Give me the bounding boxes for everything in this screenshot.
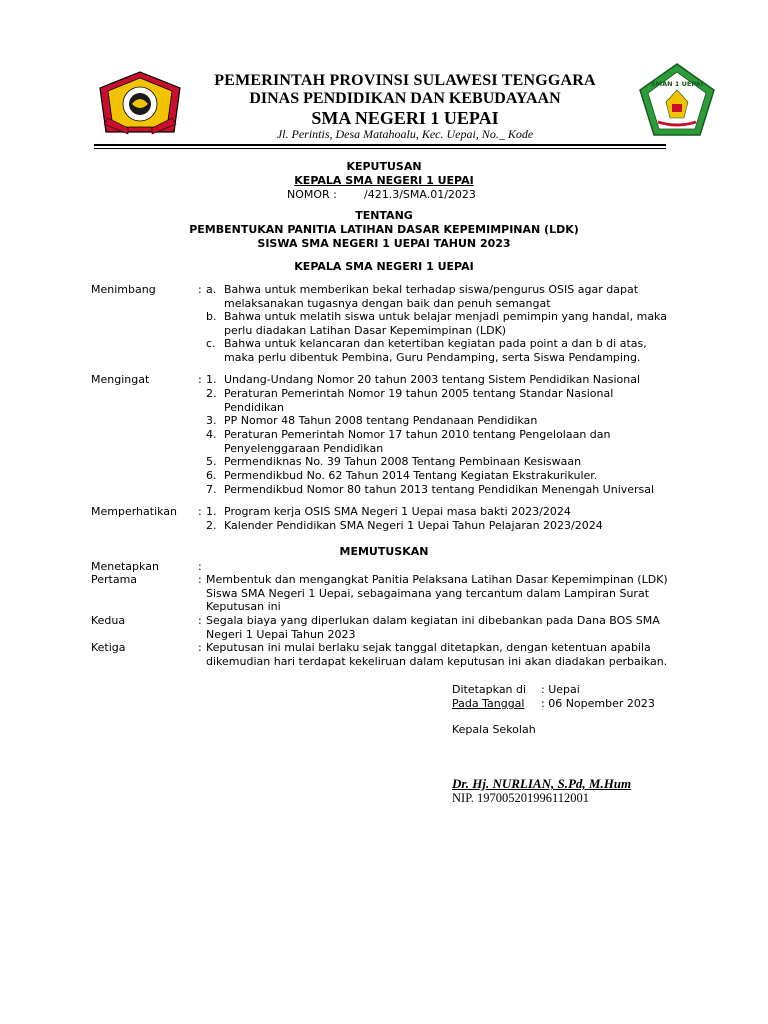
mengingat-label: Mengingat: [91, 373, 150, 386]
kedua-label: Kedua: [91, 614, 126, 627]
letterhead-line-1: PEMERINTAH PROVINSI SULAWESI TENGGARA: [214, 72, 596, 89]
menetapkan-colon: :: [198, 560, 202, 573]
nomor-label: NOMOR :: [287, 188, 337, 201]
ditetapkan-value: : Uepai: [541, 683, 580, 696]
heading-keputusan: KEPUTUSAN: [346, 160, 422, 173]
memperhatikan-marker: 2.: [206, 519, 217, 532]
menetapkan-label: Menetapkan: [91, 560, 159, 573]
heading-title-1: PEMBENTUKAN PANITIA LATIHAN DASAR KEPEMIMPINAN (LDK): [189, 223, 579, 236]
letterhead: [180, 72, 630, 128]
ketiga-text: Keputusan ini mulai berlaku sejak tanggal ditetapkan, dengan ketentuan apabila dikemudian hari terdapat kekeliruan dalam keputusan ini akan diadakan perbaikan.: [206, 641, 668, 668]
nomor-value: /421.3/SMA.01/2023: [364, 188, 476, 201]
memperhatikan-label: Memperhatikan: [91, 505, 178, 518]
letterhead-rule-thin: [94, 148, 666, 149]
mengingat-item: Permendikbud Nomor 80 tahun 2013 tentang Pendidikan Menengah Universal: [224, 483, 655, 496]
memperhatikan-item: Program kerja OSIS SMA Negeri 1 Uepai masa bakti 2023/2024: [224, 505, 571, 518]
mengingat-marker: 1.: [206, 373, 217, 386]
mengingat-item: Peraturan Pemerintah Nomor 19 tahun 2005 tentang Standar Nasional Pendidikan: [224, 387, 614, 414]
mengingat-item: PP Nomor 48 Tahun 2008 tentang Pendanaan Pendidikan: [224, 414, 538, 427]
ketiga-label: Ketiga: [91, 641, 126, 654]
letterhead-line-3: SMA NEGERI 1 UEPAI: [311, 108, 499, 128]
mengingat-item: Undang-Undang Nomor 20 tahun 2003 tentang Sistem Pendidikan Nasional: [224, 373, 641, 386]
heading-tentang: TENTANG: [355, 209, 413, 222]
pertama-text: Membentuk dan mengangkat Panitia Pelaksana Latihan Dasar Kepemimpinan (LDK) Siswa SMA Negeri 1 Uepai, sebagaimana yang tercantum dalam Lampiran Surat Keputusan ini: [206, 573, 668, 613]
memperhatikan-item: Kalender Pendidikan SMA Negeri 1 Uepai Tahun Pelajaran 2023/2024: [224, 519, 603, 532]
signatory-name: Dr. Hj. NURLIAN, S.Pd, M.Hum: [452, 776, 632, 791]
mengingat-marker: 3.: [206, 414, 217, 427]
ditetapkan-label: Ditetapkan di: [452, 683, 527, 696]
kedua-colon: :: [198, 614, 202, 627]
mengingat-marker: 6.: [206, 469, 217, 482]
menimbang-item: Bahwa untuk melatih siswa untuk belajar menjadi pemimpin yang handal, maka perlu diadakan Latihan Dasar Kepemimpinan (LDK): [224, 310, 667, 337]
pertama-colon: :: [198, 573, 202, 586]
school-logo-text: SMAN 1 UEPAI: [650, 80, 704, 88]
menimbang-marker: c.: [206, 337, 216, 350]
mengingat-item: Permendiknas No. 39 Tahun 2008 Tentang Pembinaan Kesiswaan: [224, 455, 582, 468]
mengingat-item: Permendikbud No. 62 Tahun 2014 Tentang Kegiatan Ekstrakurikuler.: [224, 469, 598, 482]
school-logo-icon: [638, 62, 716, 138]
menimbang-marker: b.: [206, 310, 217, 323]
letterhead-address: Jl. Perintis, Desa Matahoalu, Kec. Uepai, No._ Kode: [276, 127, 534, 141]
mengingat-marker: 4.: [206, 428, 217, 441]
menimbang-label: Menimbang: [91, 283, 156, 296]
menimbang-item: Bahwa untuk kelancaran dan ketertiban kegiatan pada point a dan b di atas, maka perlu dibentuk Pembina, Guru Pendamping, serta Siswa Pendamping.: [224, 337, 647, 364]
memperhatikan-marker: 1.: [206, 505, 217, 518]
mengingat-marker: 7.: [206, 483, 217, 496]
mengingat-colon: :: [198, 373, 202, 386]
heading-kepala: KEPALA SMA NEGERI 1 UEPAI: [294, 174, 474, 187]
pertama-label: Pertama: [91, 573, 138, 586]
mengingat-marker: 2.: [206, 387, 217, 400]
signatory-nip: NIP. 197005201996112001: [452, 791, 590, 805]
tanggal-row: Pada Tanggal : 06 Nopember 2023: [452, 697, 655, 710]
letterhead-line-2: DINAS PENDIDIKAN DAN KEBUDAYAAN: [249, 90, 561, 107]
signature-role: Kepala Sekolah: [452, 723, 536, 736]
mengingat-marker: 5.: [206, 455, 217, 468]
kedua-text: Segala biaya yang diperlukan dalam kegiatan ini dibebankan pada Dana BOS SMA Negeri 1 Uepai Tahun 2023: [206, 614, 660, 641]
mengingat-item: Peraturan Pemerintah Nomor 17 tahun 2010 tentang Pengelolaan dan Penyelenggaraan Pendidikan: [224, 428, 611, 455]
memperhatikan-colon: :: [198, 505, 202, 518]
memutuskan-heading: MEMUTUSKAN: [339, 545, 429, 558]
menimbang-item: Bahwa untuk memberikan bekal terhadap siswa/pengurus OSIS agar dapat melaksanakan tugasnya dengan baik dan penuh semangat: [224, 283, 639, 310]
ketiga-colon: :: [198, 641, 202, 654]
menimbang-marker: a.: [206, 283, 217, 296]
province-emblem-icon: [98, 70, 182, 140]
menimbang-colon: :: [198, 283, 202, 296]
heading-title-2: SISWA SMA NEGERI 1 UEPAI TAHUN 2023: [257, 237, 511, 250]
letterhead-rule-thick: [94, 144, 666, 146]
heading-kepala-2: KEPALA SMA NEGERI 1 UEPAI: [294, 260, 474, 273]
